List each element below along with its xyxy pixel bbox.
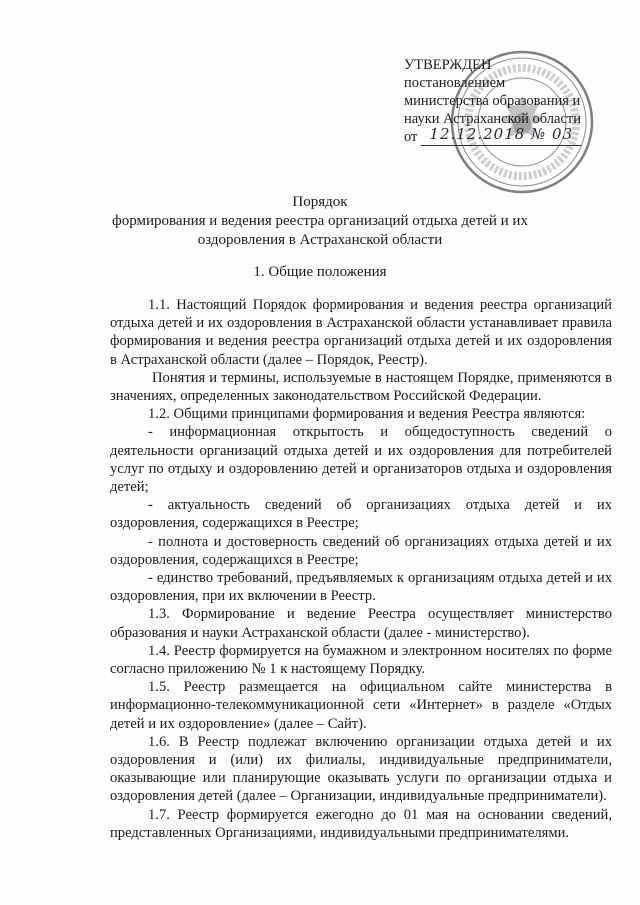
list-item: - единство требований, предъявляемых к организациям отдыха детей и их оздоровления, при их включении в Реестр. bbox=[110, 570, 612, 605]
handwritten-date: 12.12.2018 № 03 bbox=[429, 125, 574, 143]
list-item: - актуальность сведений об организациях отдыха детей и их оздоровления, содержащихся в Реестре; bbox=[110, 497, 612, 532]
list-item: - информационная открытость и общедоступность сведений о деятельности организаций отдыха детей и их оздоровления для потребителей услуг по отдыху и оздоровлению детей и организаторов отдыха и оздоровления детей; bbox=[110, 424, 612, 496]
paragraph-1-2: 1.2. Общими принципами формирования и ведения Реестра являются: bbox=[148, 406, 586, 423]
approval-block bbox=[404, 56, 604, 146]
approval-line: министерства образования и bbox=[404, 93, 581, 109]
title-line: Порядок bbox=[292, 194, 348, 210]
section-heading: 1. Общие положения bbox=[253, 264, 387, 280]
paragraph-1-6: 1.6. В Реестр подлежат включению организации отдыха детей и их оздоровления и (или) их филиалы, индивидуальные предприниматели, оказывающие или планирующие оказывать услуги по организации отдыха и оздоровления детей (далее – Организации, индивидуальные предприниматели). bbox=[110, 733, 612, 805]
approval-line: постановлением bbox=[404, 75, 506, 91]
list-item: - полнота и достоверность сведений об организациях отдыха детей и их оздоровления, содержащихся в Реестре; bbox=[110, 533, 612, 568]
title-line: оздоровления в Астраханской области bbox=[197, 232, 443, 248]
approval-line: науки Астраханской области bbox=[404, 111, 581, 127]
approval-title: УТВЕРЖДЕН bbox=[404, 57, 492, 73]
document-body bbox=[110, 296, 612, 842]
title-line: формирования и ведения реестра организаций отдыха детей и их bbox=[112, 213, 528, 229]
paragraph-1-5: 1.5. Реестр размещается на официальном сайте министерства в информационно-телекоммуникационной сети «Интернет» в разделе «Отдых детей и их оздоровление» (далее – Сайт). bbox=[110, 679, 612, 732]
paragraph-1-4: 1.4. Реестр формируется на бумажном и электронном носителях по форме согласно приложению № 1 к настоящему Порядку. bbox=[110, 642, 612, 678]
paragraph-1-7: 1.7. Реестр формируется ежегодно до 01 мая на основании сведений, представленных Организациями, индивидуальными предпринимателями. bbox=[110, 806, 612, 841]
approval-date-field bbox=[421, 125, 581, 146]
approval-date bbox=[404, 125, 604, 146]
paragraph-terms: Понятия и термины, используемые в настоящем Порядке, применяются в значениях, определенных законодательством Российской Федерации. bbox=[110, 369, 612, 405]
paragraph-1-3: 1.3. Формирование и ведение Реестра осуществляет министерство образования и науки Астраханской области (далее - министерство). bbox=[110, 606, 612, 641]
document-title bbox=[110, 193, 530, 250]
approval-date-prefix: от bbox=[404, 129, 418, 145]
paragraph-1-1: 1.1. Настоящий Порядок формирования и ведения реестра организаций отдыха детей и их оздоровления в Астраханской области устанавливает правила формирования и ведения реестра организаций отдыха детей и их оздоровления в Астраханской области (далее – Порядок, Реестр). bbox=[110, 297, 612, 368]
